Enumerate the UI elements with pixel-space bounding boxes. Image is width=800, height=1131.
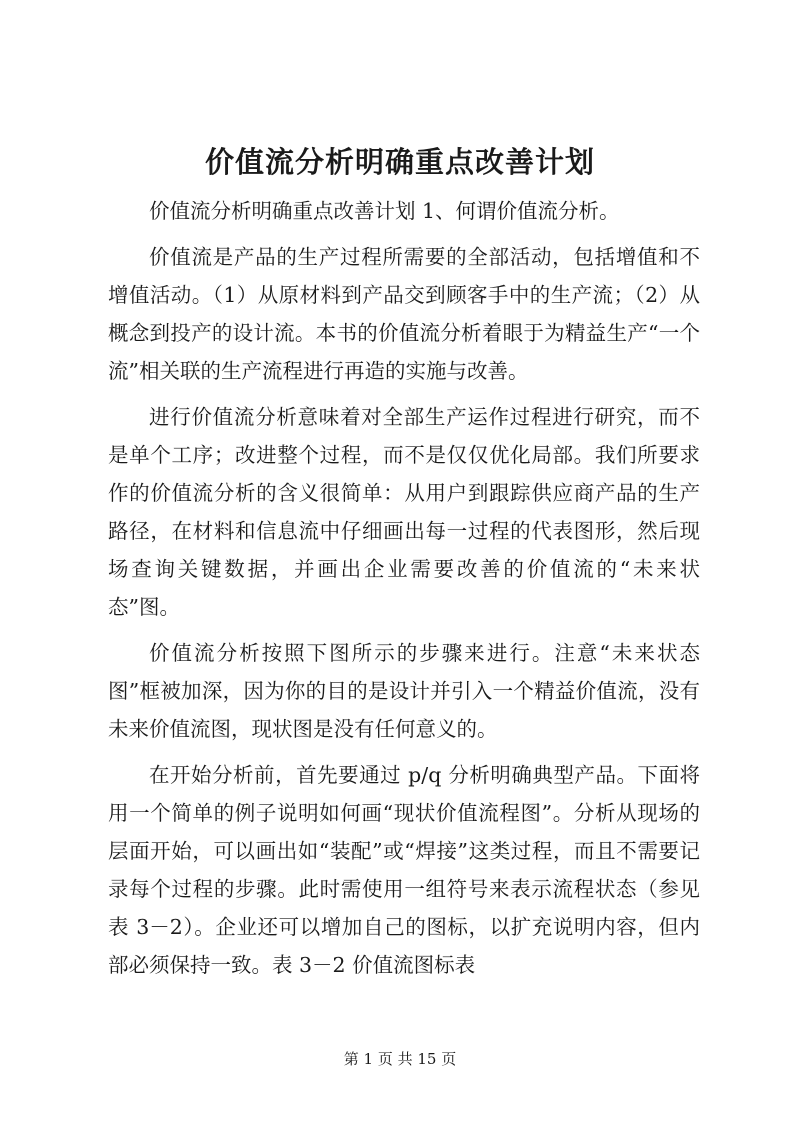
page-number-footer: 第 1 页 共 15 页 <box>343 1050 457 1068</box>
paragraph-2: 价值流是产品的生产过程所需要的全部活动，包括增值和不增值活动。（1）从原材料到产品交到顾客手中的生产流；（2）从概念到投产的设计流。本书的价值流分析着眼于为精益生产“一个流”相关联的生产流程进行再造的实施与改善。 <box>108 245 700 383</box>
document-title: 价值流分析明确重点改善计划 <box>204 145 595 179</box>
paragraph-1: 价值流分析明确重点改善计划 1、何谓价值流分析。 <box>149 199 620 223</box>
paragraph-4: 价值流分析按照下图所示的步骤来进行。注意“未来状态图”框被加深，因为你的目的是设计并引入一个精益价值流，没有未来价值流图，现状图是没有任何意义的。 <box>108 641 700 741</box>
paragraph-3: 进行价值流分析意味着对全部生产运作过程进行研究，而不是单个工序；改进整个过程，而不是仅仅优化局部。我们所要求作的价值流分析的含义很简单：从用户到跟踪供应商产品的生产路径，在材料和信息流中仔细画出每一过程的代表图形，然后现场查询关键数据，并画出企业需要改善的价值流的“未来状态”图。 <box>108 405 700 619</box>
document-body <box>108 192 700 992</box>
paragraph-5: 在开始分析前，首先要通过 p/q 分析明确典型产品。下面将用一个简单的例子说明如何画“现状价值流程图”。分析从现场的层面开始，可以画出如“装配”或“焊接”这类过程，而且不需要记录每个过程的步骤。此时需使用一组符号来表示流程状态（参见表 3－2）。企业还可以增加自己的图标，以扩充说明内容，但内部必须保持一致。表 3－2 价值流图标表 <box>108 763 700 977</box>
